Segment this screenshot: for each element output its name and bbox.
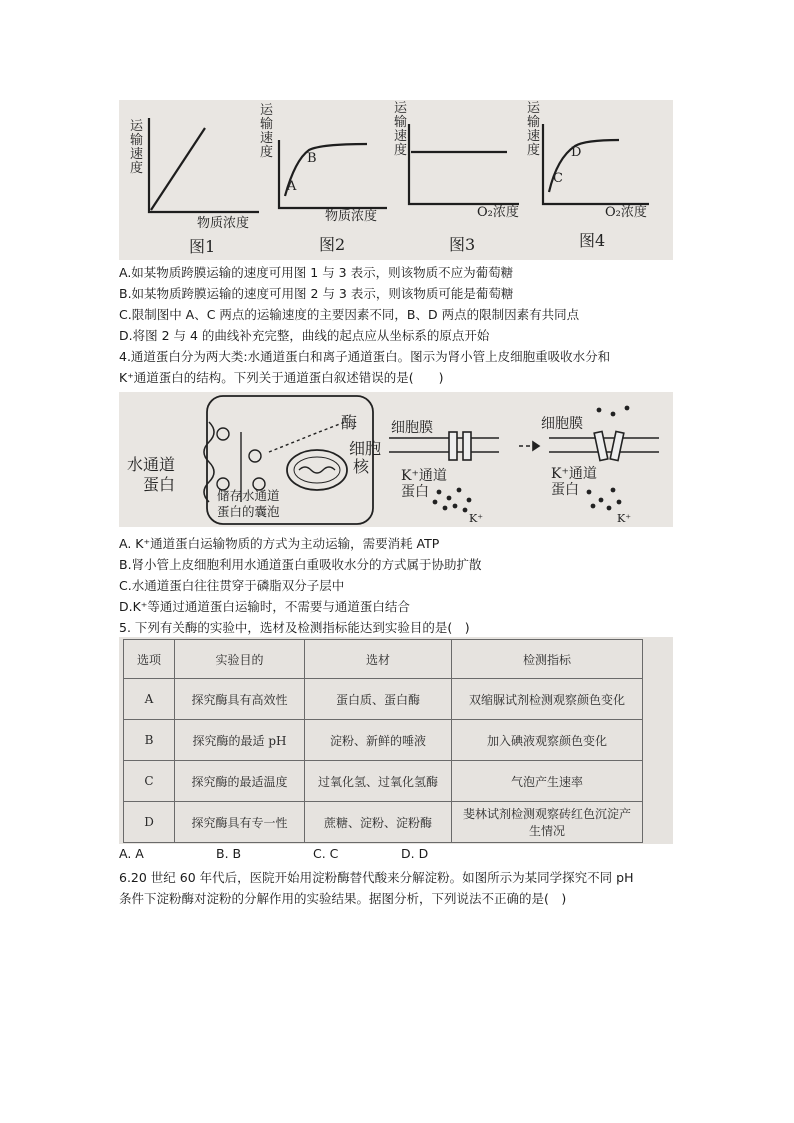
graph1-curve [151,128,205,210]
channel-protein-svg [119,392,673,527]
q4-option-a: A. K⁺通道蛋白运输物质的方式为主动运输，需要消耗 ATP [119,536,440,551]
table-cell: 淀粉、新鲜的唾液 [305,720,452,761]
table-row [124,761,643,802]
graph4-ylabel-0: 运 [527,101,541,116]
graph2-ylabel-2: 速 [260,131,274,146]
graph3-xlabel: O₂浓度 [477,205,519,220]
graph3-caption: 图3 [449,235,476,254]
graph1-ylabel-3: 度 [130,161,144,176]
water-channel-label-2: 蛋白 [143,475,176,494]
q5-options [119,846,428,861]
nucleus [287,450,347,490]
membrane-label-after: 细胞膜 [541,416,583,432]
vesicle-label-1: 储存水通道 [217,488,280,503]
water-channel-label-1: 水通道 [127,455,176,474]
enzyme-experiment-table [123,639,643,843]
q3-option-d: D.将图 2 与 4 的曲线补充完整，曲线的起点应从坐标系的原点开始 [119,328,490,343]
graph4-point-c: C [553,171,563,186]
table-cell: 探究酶具有专一性 [175,802,305,843]
k-channel-label-after-1: K⁺通道 [551,466,597,482]
nucleus-label-1: 细胞 [349,439,382,458]
graph2-point-b: B [307,151,317,166]
k-channel-after-right [610,431,624,460]
k-channel-before-left [449,432,457,460]
k-ion-label-before: K⁺ [469,512,484,525]
q4-option-b: B.肾小管上皮细胞利用水通道蛋白重吸收水分的方式属于协助扩散 [119,557,482,572]
q6-stem-line-2: 条件下淀粉酶对淀粉的分解作用的实验结果。据图分析，下列说法不正确的是( ) [119,891,567,906]
table-cell: 双缩脲试剂检测观察颜色变化 [452,679,643,720]
graph3-ylabel-3: 度 [394,143,408,158]
table-cell: 加入碘液观察颜色变化 [452,720,643,761]
enzyme-experiment-table-panel [119,637,673,844]
table-row [124,679,643,720]
k-channel-label-before-2: 蛋白 [401,484,429,500]
graph2-xlabel: 物质浓度 [325,209,378,224]
graph1-axes [149,118,259,212]
graph2-ylabel-1: 输 [260,117,274,132]
table-cell: A [124,679,175,720]
graph1-ylabel-2: 速 [130,147,144,162]
water-channel-protein-3 [249,450,261,462]
q5-option-a: A. A [119,846,144,861]
cell-membrane-wave [204,422,214,502]
q5-option-c: C. C [313,846,339,861]
table-cell: 气泡产生速率 [452,761,643,802]
table-header-row [124,640,643,679]
graph4-point-d: D [571,145,582,160]
vesicle-label-2: 蛋白的囊泡 [217,504,280,519]
q3-option-c: C.限制图中 A、C 两点的运输速度的主要因素不同，B、D 两点的限制因素有共同点 [119,307,580,322]
q5-option-b: B. B [216,846,242,861]
q4-option-c: C.水通道蛋白往往贯穿于磷脂双分子层中 [119,578,345,593]
graph2-caption: 图2 [319,235,346,254]
graph2-ylabel-3: 度 [260,145,274,160]
graph4-ylabel-1: 输 [527,115,541,130]
table-header-cell: 选项 [124,640,175,679]
table-header-cell: 选材 [305,640,452,679]
graph4-ylabel-2: 速 [527,129,541,144]
graph3-ylabel-2: 速 [394,129,408,144]
table-cell: 蔗糖、淀粉、淀粉酶 [305,802,452,843]
graph3-ylabel-0: 运 [394,101,408,116]
membrane-label-before: 细胞膜 [391,420,433,436]
q4-option-d: D.K⁺等通过通道蛋白运输时，不需要与通道蛋白结合 [119,599,410,614]
table-cell: 过氧化氢、过氧化氢酶 [305,761,452,802]
nucleolus-ring [294,457,340,483]
k-channel-label-before-1: K⁺通道 [401,468,447,484]
q3-option-a: A.如某物质跨膜运输的速度可用图 1 与 3 表示，则该物质不应为葡萄糖 [119,265,514,280]
graph4-xlabel: O₂浓度 [605,205,647,220]
graph1-caption: 图1 [189,237,216,256]
table-cell: 探究酶的最适 pH [175,720,305,761]
enzyme-arrow-dashed [269,432,319,452]
graph4-caption: 图4 [579,231,606,250]
k-channel-before-right [463,432,471,460]
table-cell: D [124,802,175,843]
table-header-cell: 检测指标 [452,640,643,679]
q6-stem-line-1: 6.20 世纪 60 年代后，医院开始用淀粉酶替代酸来分解淀粉。如图所示为某同学探究不同 pH [119,870,634,885]
graph1-ylabel-1: 输 [130,133,144,148]
table-row [124,802,643,843]
table-cell: 斐林试剂检测观察砖红色沉淀产生情况 [452,802,643,843]
table-cell: B [124,720,175,761]
graph4-ylabel-3: 度 [527,143,541,158]
graph3-axes [409,124,519,204]
nucleus-label-2: 核 [353,457,370,476]
transport-graphs-svg [119,100,673,260]
q4-stem-line-1: 4.通道蛋白分为两大类:水通道蛋白和离子通道蛋白。图示为肾小管上皮细胞重吸收水分和 [119,349,611,364]
graph2-point-a: A [287,179,297,194]
table-row [124,720,643,761]
graph2-axes [279,140,387,208]
graph3-ylabel-1: 输 [394,115,408,130]
q4-stem-line-2: K⁺通道蛋白的结构。下列关于通道蛋白叙述错误的是( ) [119,370,444,385]
channel-protein-figure [119,392,673,527]
table-cell: 蛋白质、蛋白酶 [305,679,452,720]
graph2-ylabel-0: 运 [260,103,274,118]
table-header-cell: 实验目的 [175,640,305,679]
q3-option-b: B.如某物质跨膜运输的速度可用图 2 与 3 表示，则该物质可能是葡萄糖 [119,286,514,301]
k-channel-label-after-2: 蛋白 [551,482,579,498]
table-cell: C [124,761,175,802]
graph2-curve [285,144,367,196]
table-cell: 探究酶具有高效性 [175,679,305,720]
q5-option-d: D. D [401,846,429,861]
graph1-ylabel-0: 运 [130,119,144,134]
graph1-xlabel: 物质浓度 [197,216,250,231]
water-channel-protein-1 [217,428,229,440]
k-ion-label-after: K⁺ [617,512,632,525]
k-channel-after-left [594,431,608,460]
enzyme-label: 酶 [341,413,358,432]
table-cell: 探究酶的最适温度 [175,761,305,802]
transport-graphs-figure [119,100,673,260]
membrane-before [389,438,499,452]
q5-stem: 5. 下列有关酶的实验中，选材及检测指标能达到实验目的是( ) [119,620,470,635]
